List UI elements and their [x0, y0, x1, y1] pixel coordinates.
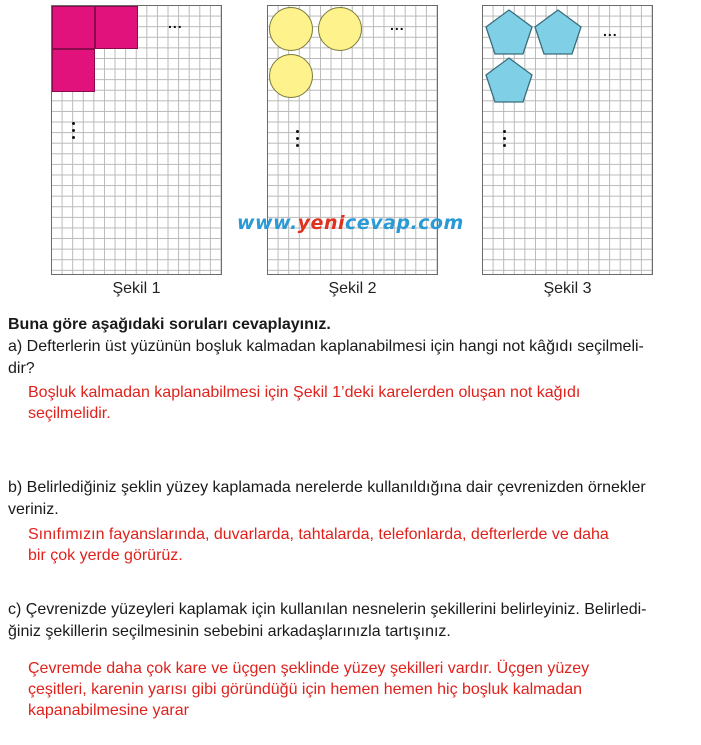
- answer-b-line: bir çok yerde görürüz.: [28, 547, 183, 564]
- figure-3-caption: Şekil 3: [543, 280, 592, 297]
- question-a-line: dir?: [8, 360, 35, 377]
- question-c-line: ğiniz şekillerin seçilmesinin sebebini arkadaşlarınızla tartışınız.: [8, 623, 451, 640]
- circle-shape: [318, 7, 362, 51]
- question-c: [8, 599, 698, 643]
- vertical-ellipsis: [72, 122, 76, 143]
- answer-b: [28, 524, 693, 566]
- circle-shape: [269, 54, 313, 98]
- question-a-line: a) Defterlerin üst yüzünün boşluk kalmadan kaplanabilmesi için hangi not kâğıdı seçilmeli-: [8, 338, 644, 355]
- figure-1-grid: [51, 5, 222, 275]
- watermark-part: .com: [410, 212, 464, 234]
- square-shape: [52, 49, 95, 92]
- figure-2-grid: [267, 5, 438, 275]
- pentagon-shape: [533, 8, 583, 56]
- instruction: Buna göre aşağıdaki soruları cevaplayınız.: [8, 316, 331, 333]
- answer-a: [28, 382, 693, 424]
- figure-2-caption: Şekil 2: [328, 280, 377, 297]
- circle-shape: [269, 7, 313, 51]
- question-c-line: c) Çevrenizde yüzeyleri kaplamak için kullanılan nesnelerin şekillerini belirleyiniz. Belirledi-: [8, 601, 647, 618]
- answer-c: [28, 658, 693, 721]
- answer-c-line: çeşitleri, karenin yarısı gibi göründüğü için hemen hemen hiç boşluk kalmadan: [28, 681, 583, 698]
- watermark: [237, 212, 464, 234]
- watermark-part: cevap: [344, 212, 411, 234]
- answer-b-line: Sınıfımızın fayanslarında, duvarlarda, tahtalarda, telefonlarda, defterlerde ve daha: [28, 526, 609, 543]
- answer-a-line: seçilmelidir.: [28, 405, 111, 422]
- figure-3-grid: [482, 5, 653, 275]
- question-a: [8, 336, 698, 380]
- watermark-part: yeni: [297, 212, 345, 234]
- question-b: [8, 477, 698, 521]
- vertical-ellipsis: [503, 130, 507, 151]
- pentagon-shape: [484, 56, 534, 104]
- horizontal-ellipsis: ...: [603, 23, 618, 39]
- horizontal-ellipsis: ...: [390, 17, 405, 33]
- vertical-ellipsis: [296, 130, 300, 151]
- square-shape: [52, 6, 95, 49]
- answer-c-line: kapanabilmesine yarar: [28, 702, 189, 719]
- horizontal-ellipsis: ...: [168, 15, 183, 31]
- figure-1-caption: Şekil 1: [112, 280, 161, 297]
- question-b-line: b) Belirlediğiniz şeklin yüzey kaplamada nerelerde kullanıldığına dair çevrenizden örnekler: [8, 479, 646, 496]
- watermark-part: www.: [237, 212, 298, 234]
- answer-c-line: Çevremde daha çok kare ve üçgen şeklinde yüzey şekilleri vardır. Üçgen yüzey: [28, 660, 590, 677]
- square-shape: [95, 6, 138, 49]
- pentagon-shape: [484, 8, 534, 56]
- answer-a-line: Boşluk kalmadan kaplanabilmesi için Şekil 1’deki karelerden oluşan not kağıdı: [28, 384, 581, 401]
- question-b-line: veriniz.: [8, 501, 59, 518]
